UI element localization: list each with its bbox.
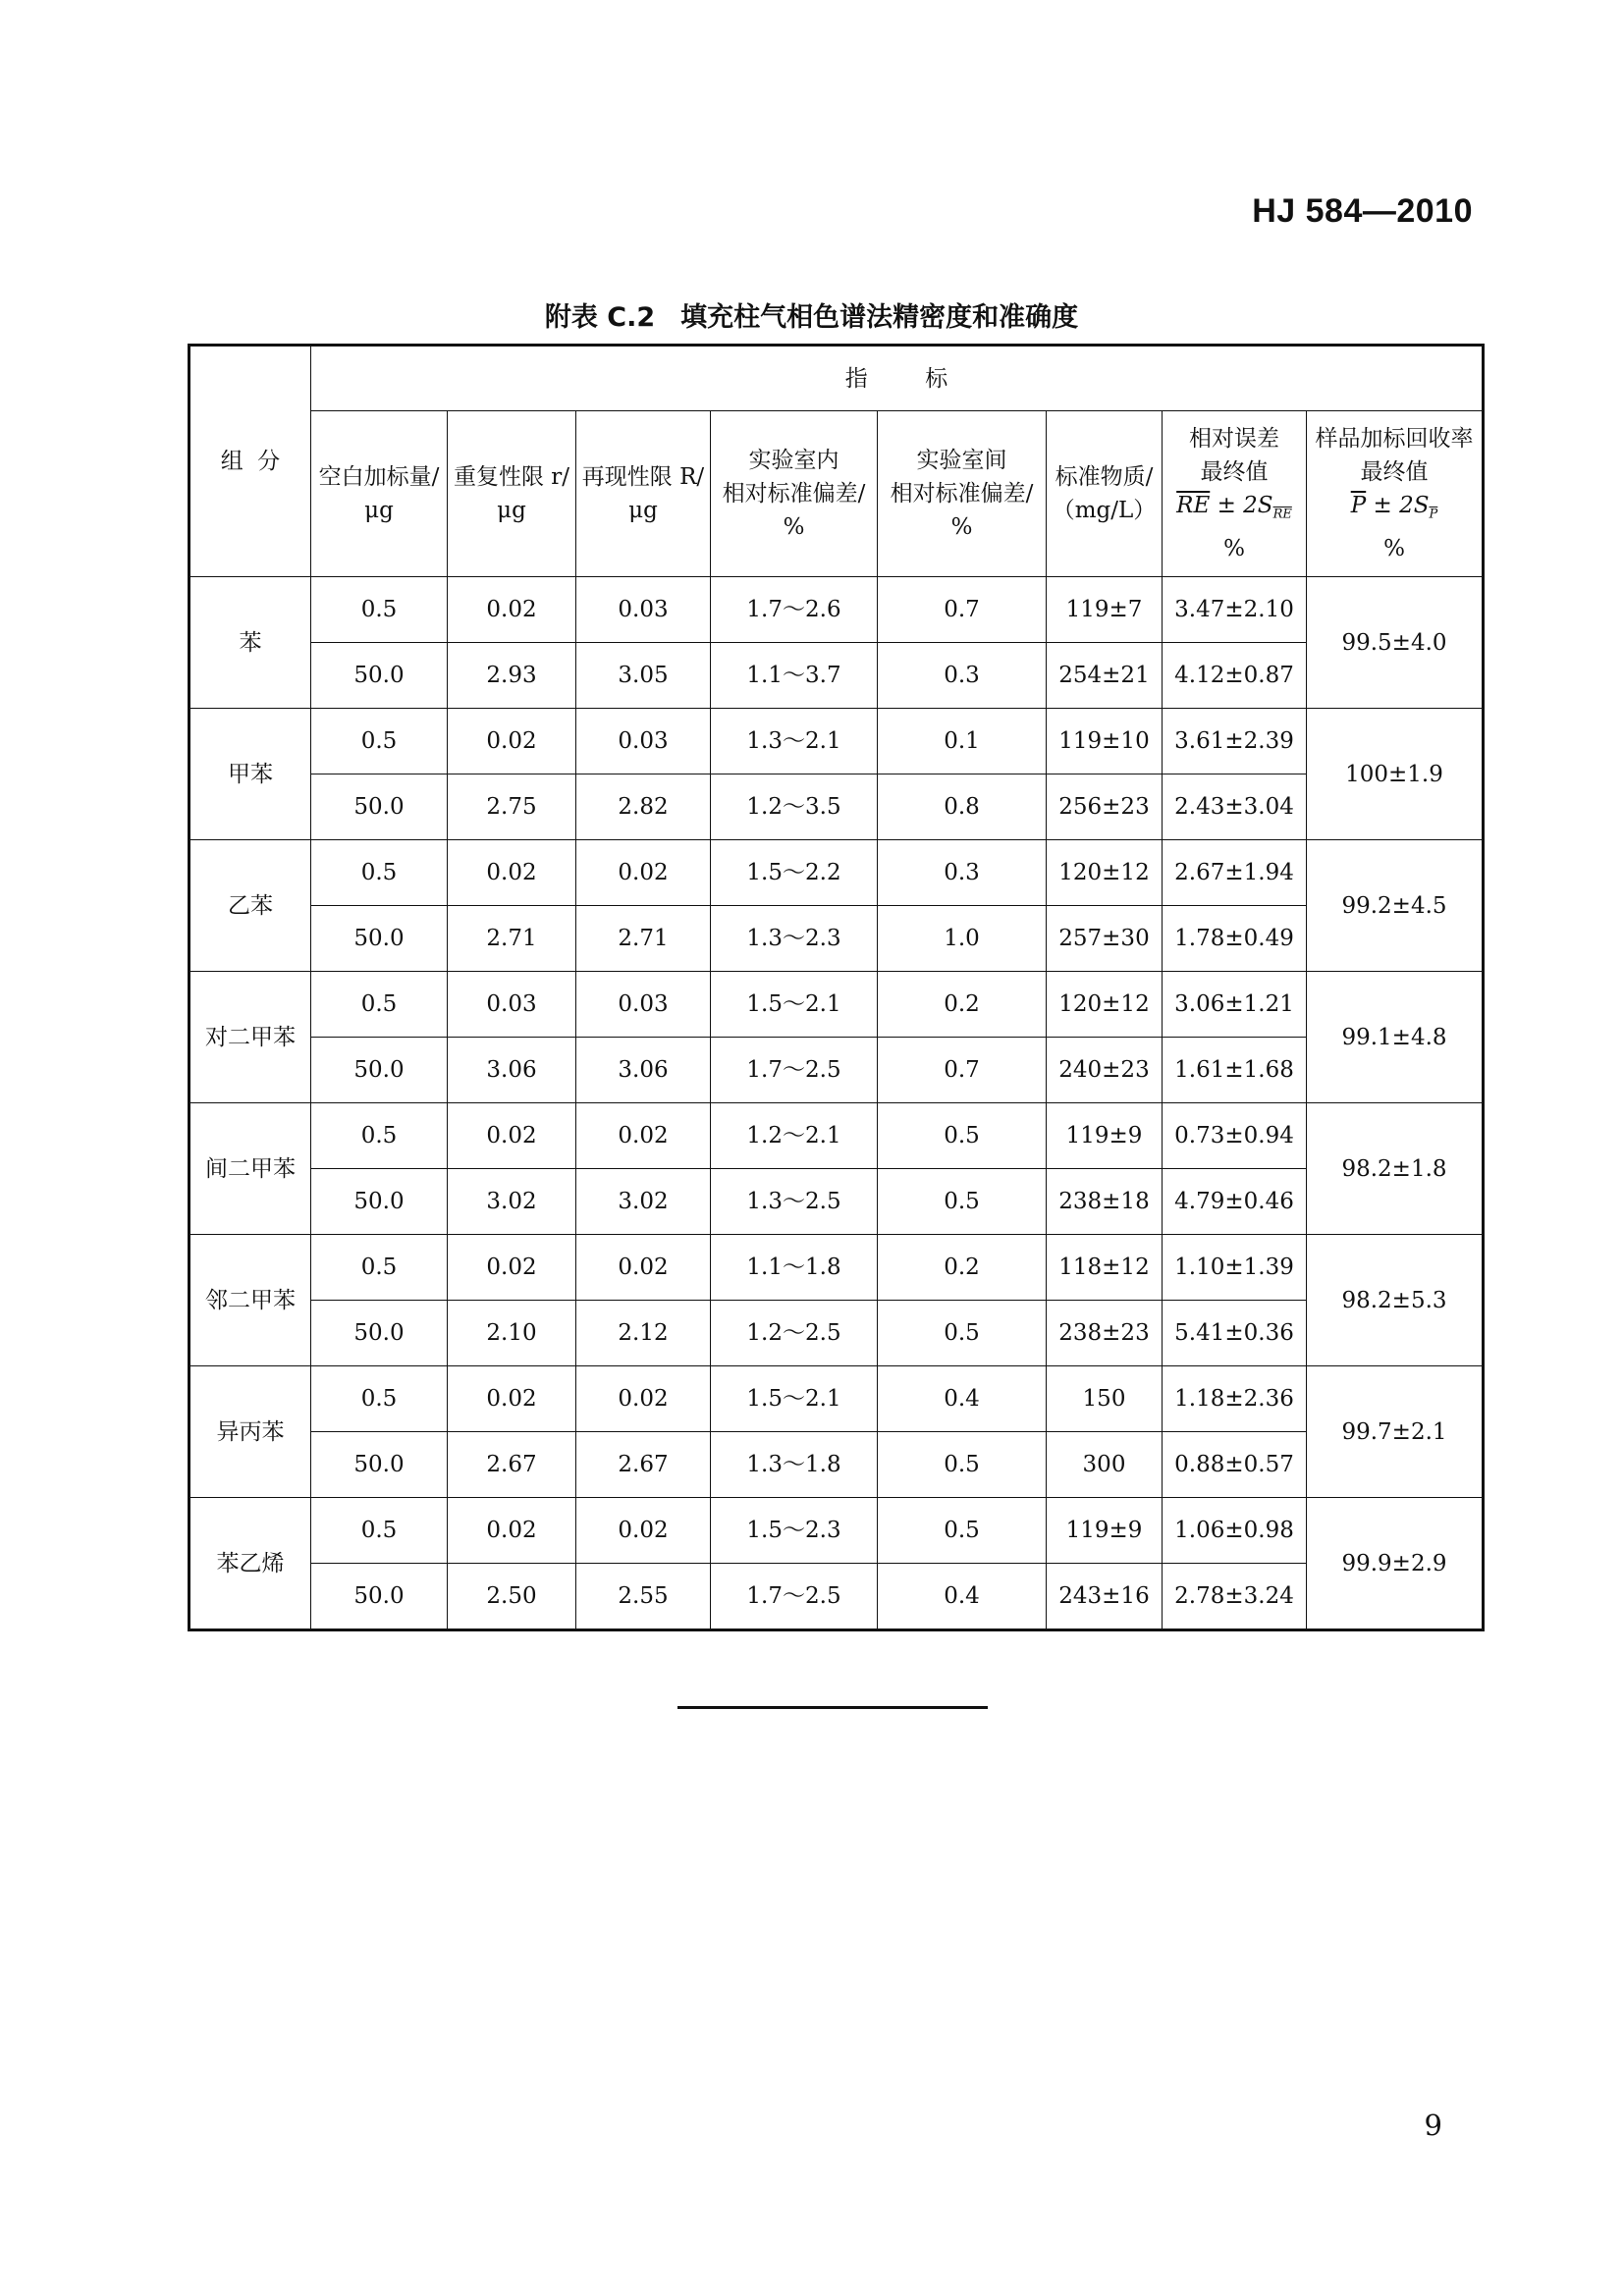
table-cell: 240±23	[1047, 1038, 1163, 1103]
column-header-line: 重复性限 r/	[453, 464, 570, 490]
table-cell: 5.41±0.36	[1163, 1301, 1307, 1366]
table-cell: 1.3～1.8	[711, 1432, 878, 1498]
table-cell: 118±12	[1047, 1235, 1163, 1301]
table-row	[189, 840, 1484, 906]
recovery-value: 98.2±1.8	[1307, 1103, 1484, 1235]
component-name: 苯	[189, 577, 311, 709]
indicator-header: 指 标	[311, 346, 1484, 411]
column-header-line: 相对误差	[1189, 426, 1279, 453]
column-header-recovery	[1307, 411, 1484, 577]
table-cell: 0.02	[448, 1498, 576, 1564]
table-cell: 50.0	[311, 1038, 448, 1103]
table-row	[189, 1038, 1484, 1103]
table-cell: 0.03	[448, 972, 576, 1038]
table-cell: 2.43±3.04	[1163, 774, 1307, 840]
table-cell: 1.7～2.5	[711, 1038, 878, 1103]
column-header-line: %	[1223, 535, 1245, 561]
column-header-line: 样品加标回收率	[1315, 426, 1474, 453]
table-cell: 0.7	[878, 577, 1047, 643]
caption-label: 附表 C.2	[544, 302, 656, 333]
table-row	[189, 709, 1484, 774]
table-cell: 0.5	[311, 1498, 448, 1564]
table-cell: 238±18	[1047, 1169, 1163, 1235]
table-cell: 0.5	[878, 1301, 1047, 1366]
column-header-line: 相对标准偏差/	[890, 481, 1034, 507]
column-header-line: 标准物质/	[1055, 464, 1154, 490]
table-cell: 2.50	[448, 1564, 576, 1630]
table-cell: 0.5	[311, 1366, 448, 1432]
column-header-line: %	[783, 514, 805, 540]
table-cell: 0.2	[878, 1235, 1047, 1301]
table-cell: 0.88±0.57	[1163, 1432, 1307, 1498]
table-cell: 2.67	[576, 1432, 711, 1498]
table-cell: 119±7	[1047, 577, 1163, 643]
table-cell: 1.1～1.8	[711, 1235, 878, 1301]
table-cell: 119±9	[1047, 1498, 1163, 1564]
table-cell: 0.02	[576, 840, 711, 906]
table-cell: 1.2～2.1	[711, 1103, 878, 1169]
table-cell: 119±10	[1047, 709, 1163, 774]
table-cell: 4.79±0.46	[1163, 1169, 1307, 1235]
table-cell: 0.5	[311, 577, 448, 643]
table-cell: 2.67	[448, 1432, 576, 1498]
table-cell: 1.1～3.7	[711, 643, 878, 709]
standard-code: HJ 584—2010	[1252, 192, 1473, 230]
table-row	[189, 643, 1484, 709]
component-name: 异丙苯	[189, 1366, 311, 1498]
column-header-blank-spike	[311, 411, 448, 577]
table-cell: 0.02	[576, 1498, 711, 1564]
end-rule	[677, 1706, 988, 1709]
table-cell: 0.02	[448, 1235, 576, 1301]
table-caption	[0, 295, 1623, 334]
table-cell: 1.7～2.5	[711, 1564, 878, 1630]
table-cell: 3.61±2.39	[1163, 709, 1307, 774]
formula-term: $\overline{P}$	[1350, 493, 1367, 519]
column-header-line: 空白加标量/	[318, 464, 440, 490]
table-row	[189, 1564, 1484, 1630]
column-header-reproducibility	[576, 411, 711, 577]
table-cell: 0.5	[311, 709, 448, 774]
column-header-intra-lab-rsd	[711, 411, 878, 577]
formula-operator: ± 2S	[1210, 493, 1273, 519]
column-header-line: 实验室间	[916, 448, 1007, 473]
table-cell: 2.78±3.24	[1163, 1564, 1307, 1630]
table-cell: 0.4	[878, 1564, 1047, 1630]
component-name: 甲苯	[189, 709, 311, 840]
table-cell: 3.47±2.10	[1163, 577, 1307, 643]
table-cell: 120±12	[1047, 840, 1163, 906]
table-cell: 238±23	[1047, 1301, 1163, 1366]
table-cell: 1.7～2.6	[711, 577, 878, 643]
table-cell: 0.5	[878, 1169, 1047, 1235]
formula-subscript: P	[1429, 507, 1438, 522]
table-cell: 0.8	[878, 774, 1047, 840]
table-cell: 0.02	[576, 1103, 711, 1169]
table-row	[189, 1498, 1484, 1564]
recovery-value: 99.2±4.5	[1307, 840, 1484, 972]
table-cell: 1.5～2.2	[711, 840, 878, 906]
table-cell: 3.05	[576, 643, 711, 709]
component-name: 对二甲苯	[189, 972, 311, 1103]
table-cell: 1.2～2.5	[711, 1301, 878, 1366]
page-number: 9	[1424, 2109, 1442, 2142]
table-cell: 2.71	[576, 906, 711, 972]
table-cell: 50.0	[311, 643, 448, 709]
table-cell: 1.10±1.39	[1163, 1235, 1307, 1301]
table-cell: 0.5	[311, 1235, 448, 1301]
table-row	[189, 972, 1484, 1038]
column-header-line: %	[950, 514, 973, 540]
table-cell: 0.02	[448, 577, 576, 643]
component-name: 间二甲苯	[189, 1103, 311, 1235]
recovery-value: 99.1±4.8	[1307, 972, 1484, 1103]
table-cell: 0.02	[576, 1366, 711, 1432]
table-cell: 0.73±0.94	[1163, 1103, 1307, 1169]
table-row	[189, 774, 1484, 840]
table-cell: 1.18±2.36	[1163, 1366, 1307, 1432]
column-header-line: 再现性限 R/	[581, 464, 705, 490]
table-cell: 256±23	[1047, 774, 1163, 840]
table-cell: 0.02	[576, 1235, 711, 1301]
table-cell: 0.3	[878, 840, 1047, 906]
table-cell: 4.12±0.87	[1163, 643, 1307, 709]
table-cell: 2.75	[448, 774, 576, 840]
table-cell: 0.5	[311, 972, 448, 1038]
table-cell: 0.03	[576, 577, 711, 643]
table-cell: 3.06±1.21	[1163, 972, 1307, 1038]
table-cell: 2.55	[576, 1564, 711, 1630]
column-header-line: %	[1383, 535, 1405, 561]
table-cell: 1.3～2.3	[711, 906, 878, 972]
table-row	[189, 1301, 1484, 1366]
table-cell: 50.0	[311, 906, 448, 972]
table-cell: 1.2～3.5	[711, 774, 878, 840]
component-header: 组 分	[189, 346, 311, 577]
recovery-value: 99.9±2.9	[1307, 1498, 1484, 1630]
table-row	[189, 906, 1484, 972]
table-cell: 3.06	[448, 1038, 576, 1103]
table-cell: 50.0	[311, 1432, 448, 1498]
column-header-repeatability	[448, 411, 576, 577]
table-cell: 1.5～2.1	[711, 1366, 878, 1432]
table-cell: 50.0	[311, 1301, 448, 1366]
table-cell: 243±16	[1047, 1564, 1163, 1630]
table-cell: 1.0	[878, 906, 1047, 972]
table-row	[189, 1169, 1484, 1235]
table-row	[189, 1235, 1484, 1301]
table-cell: 50.0	[311, 774, 448, 840]
recovery-value: 98.2±5.3	[1307, 1235, 1484, 1366]
formula-operator: ± 2S	[1366, 493, 1430, 519]
formula	[1163, 489, 1306, 532]
table-cell: 0.02	[448, 709, 576, 774]
table-cell: 0.5	[878, 1498, 1047, 1564]
formula	[1307, 489, 1482, 532]
table-cell: 0.1	[878, 709, 1047, 774]
table-cell: 50.0	[311, 1169, 448, 1235]
table-cell: 3.02	[576, 1169, 711, 1235]
table-cell: 0.4	[878, 1366, 1047, 1432]
table-cell: 2.82	[576, 774, 711, 840]
table-cell: 1.78±0.49	[1163, 906, 1307, 972]
component-name: 乙苯	[189, 840, 311, 972]
column-header-line: μg	[364, 498, 394, 523]
table-cell: 0.5	[311, 840, 448, 906]
table-body	[189, 577, 1484, 1630]
table-cell: 150	[1047, 1366, 1163, 1432]
table-cell: 2.93	[448, 643, 576, 709]
table-cell: 0.03	[576, 972, 711, 1038]
column-header-line: μg	[497, 498, 526, 523]
formula-term: $\overline{RE}$	[1176, 493, 1211, 519]
recovery-value: 99.5±4.0	[1307, 577, 1484, 709]
table-cell: 0.5	[878, 1103, 1047, 1169]
table-cell: 50.0	[311, 1564, 448, 1630]
column-header-line: 最终值	[1200, 459, 1269, 486]
table-cell: 1.61±1.68	[1163, 1038, 1307, 1103]
table-cell: 254±21	[1047, 643, 1163, 709]
column-header-relative-error	[1163, 411, 1307, 577]
table-row	[189, 1366, 1484, 1432]
column-header-line: 最终值	[1360, 459, 1429, 486]
column-header-line: 实验室内	[748, 448, 839, 473]
table-row	[189, 1103, 1484, 1169]
recovery-value: 99.7±2.1	[1307, 1366, 1484, 1498]
table-row	[189, 577, 1484, 643]
table-cell: 1.3～2.1	[711, 709, 878, 774]
table-cell: 0.7	[878, 1038, 1047, 1103]
component-name: 邻二甲苯	[189, 1235, 311, 1366]
table-row	[189, 1432, 1484, 1498]
table-cell: 1.5～2.3	[711, 1498, 878, 1564]
table-cell: 257±30	[1047, 906, 1163, 972]
table-cell: 0.5	[311, 1103, 448, 1169]
column-header-line: （mg/L）	[1052, 498, 1157, 523]
table-cell: 0.5	[878, 1432, 1047, 1498]
column-header-line: 相对标准偏差/	[722, 481, 866, 507]
table-cell: 0.03	[576, 709, 711, 774]
table-cell: 2.10	[448, 1301, 576, 1366]
table-cell: 0.2	[878, 972, 1047, 1038]
table-cell: 0.02	[448, 1103, 576, 1169]
table-cell: 0.02	[448, 1366, 576, 1432]
table-cell: 2.67±1.94	[1163, 840, 1307, 906]
column-header-inter-lab-rsd	[878, 411, 1047, 577]
recovery-value: 100±1.9	[1307, 709, 1484, 840]
table-cell: 2.12	[576, 1301, 711, 1366]
table-cell: 1.3～2.5	[711, 1169, 878, 1235]
table-cell: 3.06	[576, 1038, 711, 1103]
table-cell: 0.02	[448, 840, 576, 906]
table-cell: 2.71	[448, 906, 576, 972]
column-header-reference-material	[1047, 411, 1163, 577]
table-cell: 0.3	[878, 643, 1047, 709]
table-cell: 3.02	[448, 1169, 576, 1235]
column-header-line: μg	[628, 498, 658, 523]
precision-accuracy-table	[188, 344, 1485, 1631]
table-cell: 300	[1047, 1432, 1163, 1498]
component-name: 苯乙烯	[189, 1498, 311, 1630]
table-cell: 1.5～2.1	[711, 972, 878, 1038]
table-cell: 120±12	[1047, 972, 1163, 1038]
table-cell: 119±9	[1047, 1103, 1163, 1169]
table-cell: 1.06±0.98	[1163, 1498, 1307, 1564]
formula-subscript: RE	[1272, 507, 1292, 522]
caption-title: 填充柱气相色谱法精密度和准确度	[680, 302, 1079, 333]
